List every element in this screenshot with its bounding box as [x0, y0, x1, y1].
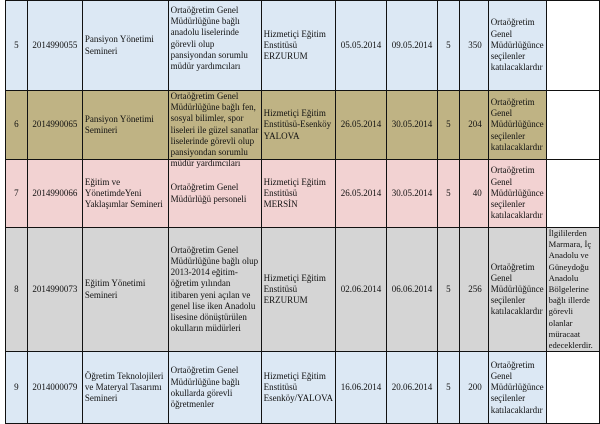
selection-method: Ortaöğretim Genel Müdürlüğünce seçilenler katılacaklardır: [488, 160, 546, 228]
target-audience-text: Ortaöğretim Genel Müdürlüğüne bağlı fen, sosyal bilimler, spor liseleri ile güzel sanatlar liselerinde görevli olup pansiyondan sorumlu müdür yardımcıları: [170, 91, 259, 169]
target-audience: Ortaöğretim Genel Müdürlüğüne bağlı anadolu liselerinde görevli olup pansiyondan sorumlu müdür yardımcıları: [168, 1, 261, 91]
venue: Hizmetiçi Eğitim Enstitüsü MERSİN: [261, 160, 335, 228]
target-audience: Ortaöğretim Genel Müdürlüğüne bağlı okullarda görevli öğretmenler: [168, 352, 261, 424]
row-number: 8: [6, 228, 28, 352]
participant-count: 40: [459, 160, 488, 228]
note-cell: [546, 1, 599, 91]
seminar-table: [5, 0, 600, 424]
table-row: [6, 352, 600, 424]
selection-method: Ortaöğretim Genel Müdürlüğünce seçilenler katılacaklardır: [488, 1, 546, 91]
venue: Hizmetiçi Eğitim Enstitüsü-Esenköy YALOVA: [261, 91, 335, 160]
program-name: Öğretim Teknolojileri ve Materyal Tasarımı Semineri: [82, 352, 168, 424]
row-number: 7: [6, 160, 28, 228]
start-date: 26.05.2014: [335, 91, 386, 160]
row-number: 5: [6, 1, 28, 91]
end-date: 20.06.2014: [387, 352, 438, 424]
program-code: 2014990065: [27, 91, 82, 160]
program-name: Eğitim ve YönetimdeYeni Yaklaşımlar Semineri: [82, 160, 168, 228]
start-date: 02.06.2014: [335, 228, 386, 352]
start-date: 26.05.2014: [335, 160, 386, 228]
participant-count: 204: [459, 91, 488, 160]
target-audience: [168, 91, 261, 169]
end-date: 09.05.2014: [387, 1, 438, 91]
program-code: 2014990055: [27, 1, 82, 91]
program-name: Pansiyon Yönetimi Semineri: [82, 91, 168, 160]
participant-count: 350: [459, 1, 488, 91]
target-audience: Ortaöğretim Genel Müdürlüğüne bağlı olup 2013-2014 eğitim-öğretim yılından itibaren yeni açılan ve genel lise iken Anadolu lisesine dönüştürülen okulların müdürleri: [168, 228, 261, 352]
venue: Hizmetiçi Eğitim Enstitüsü ERZURUM: [261, 1, 335, 91]
note-cell: [546, 352, 599, 424]
program-name: Eğitim Yönetimi Semineri: [82, 228, 168, 352]
target-audience: Ortaöğretim Genel Müdürlüğü personeli: [168, 160, 261, 228]
program-code: 2014990073: [27, 228, 82, 352]
duration-days: 5: [438, 160, 460, 228]
participant-count: 256: [459, 228, 488, 352]
table-row: [6, 91, 600, 160]
participant-count: 200: [459, 352, 488, 424]
table-row: [6, 1, 600, 91]
duration-days: 5: [438, 228, 460, 352]
duration-days: 5: [438, 352, 460, 424]
note-cell: [546, 160, 599, 228]
selection-method: Ortaöğretim Genel Müdürlüğünce seçilenler katılacaklardır: [488, 228, 546, 352]
program-name: Pansiyon Yönetimi Semineri: [82, 1, 168, 91]
note-cell: [546, 91, 599, 160]
selection-method: Ortaöğretim Genel Müdürlüğünce seçilenler katılacaklardır: [488, 91, 546, 160]
venue: Hizmetiçi Eğitim Enstitüsü Esenköy/YALOVA: [261, 352, 335, 424]
table-row: [6, 228, 600, 352]
row-number: 9: [6, 352, 28, 424]
program-code: 2014990066: [27, 160, 82, 228]
venue: Hizmetiçi Eğitim Enstitüsü ERZURUM: [261, 228, 335, 352]
start-date: 16.06.2014: [335, 352, 386, 424]
table-row: [6, 160, 600, 228]
note-cell: İlgililerden Marmara, İç Anadolu ve Güneydoğu Anadolu Bölgelerine bağlı illerde görevli olanlar müracaat edeceklerdir.: [546, 228, 599, 352]
end-date: 30.05.2014: [387, 160, 438, 228]
row-number: 6: [6, 91, 28, 160]
selection-method: Ortaöğretim Genel Müdürlüğünce seçilenler katılacaklardır: [488, 352, 546, 424]
duration-days: 5: [438, 1, 460, 91]
duration-days: 5: [438, 91, 460, 160]
end-date: 06.06.2014: [387, 228, 438, 352]
end-date: 30.05.2014: [387, 91, 438, 160]
program-code: 2014000079: [27, 352, 82, 424]
start-date: 05.05.2014: [335, 1, 386, 91]
